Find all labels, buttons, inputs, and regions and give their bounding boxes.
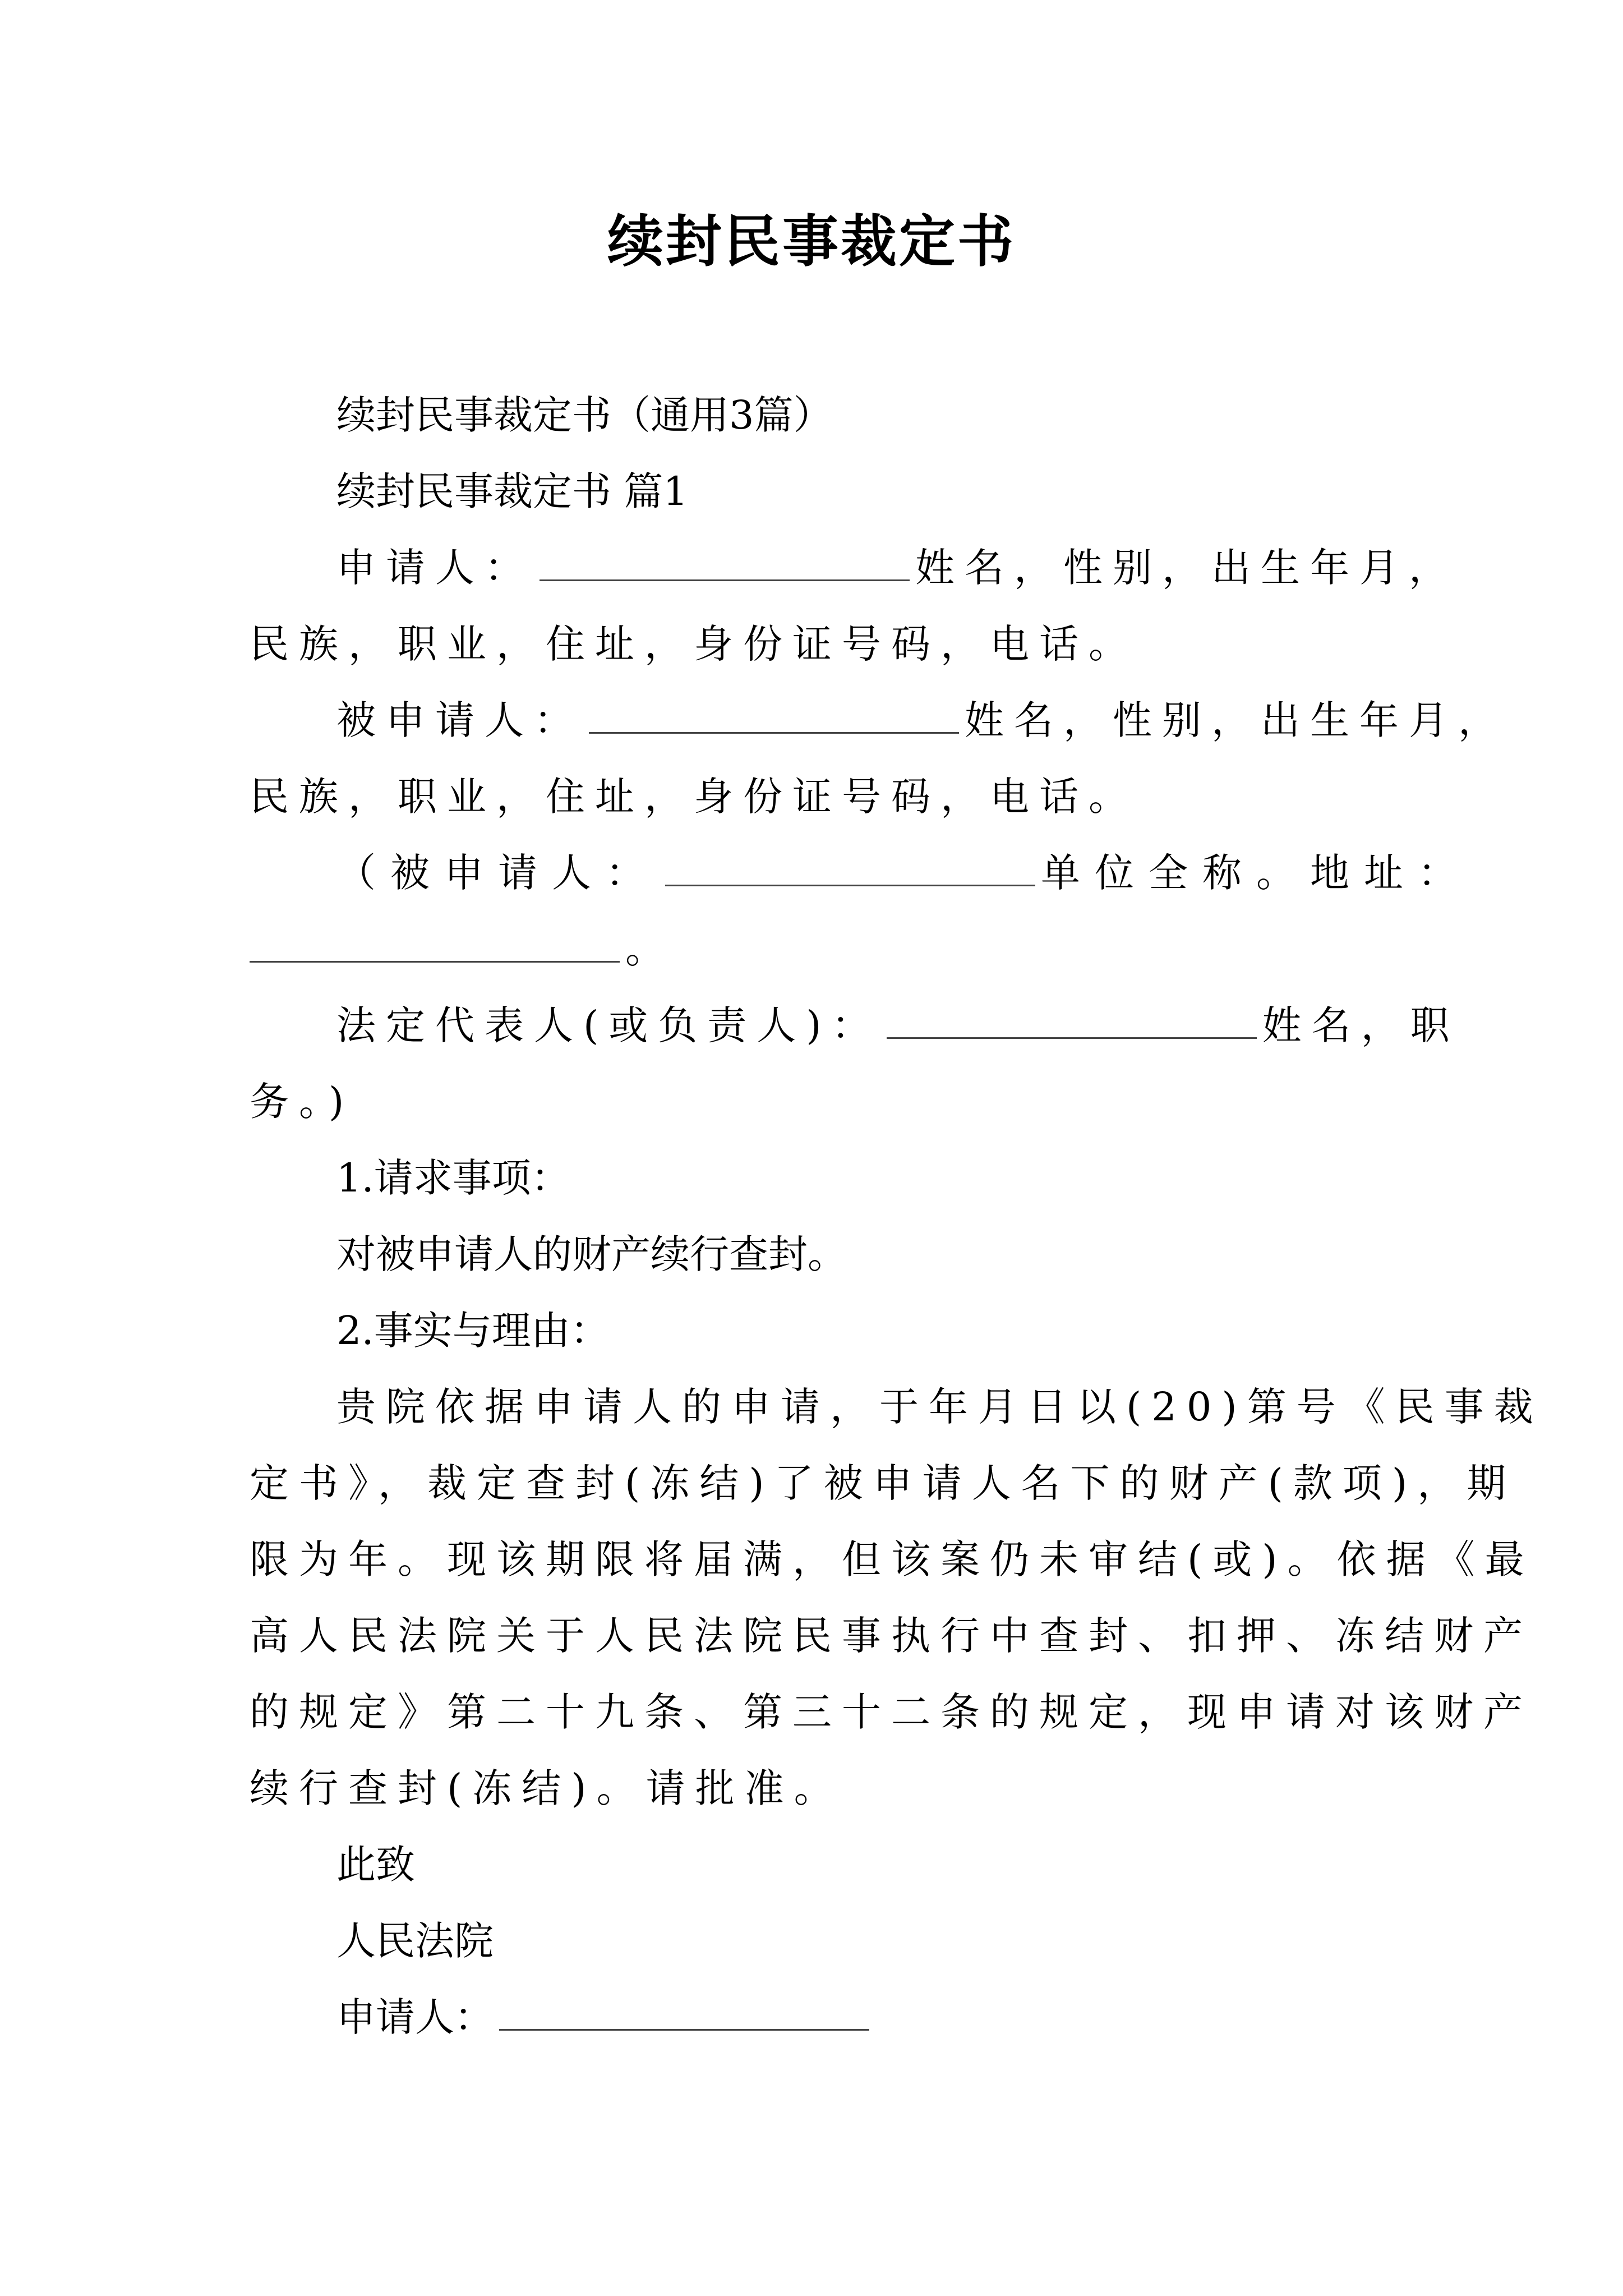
legal-rep-info: 姓名，职: [1262, 1002, 1460, 1048]
court-name: 人民法院: [336, 1918, 494, 1964]
address-line: [250, 921, 1388, 977]
facts-line-3: 限为年。现该期限将届满，但该案仍未审结(或)。依据《最: [250, 1536, 1534, 1582]
respondent-label: 被申请人：: [336, 697, 583, 743]
address-end: 。: [625, 926, 665, 972]
signature-label: 申请人：: [336, 1994, 494, 2040]
legal-rep-line: [336, 997, 1460, 1053]
applicant-info: 姓名，性别，出生年月，: [915, 545, 1458, 591]
claims-text: 对被申请人的财产续行查封。: [336, 1231, 847, 1277]
facts-line-5: 的规定》第二十九条、第三十二条的规定，现申请对该财产: [250, 1689, 1533, 1735]
respondent-blank: [589, 726, 959, 734]
applicant-label: 申请人：: [336, 545, 534, 591]
respondent-org-line: [336, 845, 1472, 901]
legal-rep-blank: [887, 1032, 1257, 1039]
facts-line-1: 贵院依据申请人的申请，于年月日以(20)第号《民事裁: [336, 1384, 1543, 1430]
facts-line-4: 高人民法院关于人民法院民事执行中查封、扣押、冻结财产: [250, 1613, 1533, 1659]
closing-text: 此致: [336, 1842, 415, 1888]
document-title: 续封民事裁定书: [607, 208, 1016, 274]
respondent-info: 姓名，性别，出生年月，: [965, 697, 1507, 743]
address-blank: [250, 955, 620, 963]
claims-heading: 1.请求事项：: [336, 1155, 570, 1201]
facts-heading: 2.事实与理由：: [336, 1308, 610, 1354]
respondent-org-blank: [665, 879, 1035, 886]
respondent-info-cont: 民族，职业，住址，身份证号码，电话。: [250, 774, 1138, 820]
legal-rep-label: 法定代表人(或负责人)：: [336, 1002, 881, 1048]
applicant-info-cont: 民族，职业，住址，身份证号码，电话。: [250, 621, 1138, 667]
respondent-org-label: （被申请人：: [336, 850, 660, 896]
signature-line: [336, 1989, 1388, 2045]
legal-rep-info-cont: 务。): [250, 1079, 354, 1125]
facts-line-2: 定书》，裁定查封(冻结)了被申请人名下的财产(款项)，期: [250, 1460, 1516, 1506]
facts-line-6: 续行查封(冻结)。请批准。: [250, 1765, 843, 1811]
applicant-blank: [540, 574, 910, 581]
document-subtitle: 续封民事裁定书（通用3篇）: [336, 392, 833, 438]
respondent-line: [336, 692, 1507, 748]
applicant-line: [336, 540, 1458, 596]
respondent-org-unit: 单位全称。地址：: [1041, 850, 1472, 896]
signature-blank: [499, 2023, 869, 2031]
section-heading: 续封民事裁定书 篇1: [336, 468, 688, 514]
